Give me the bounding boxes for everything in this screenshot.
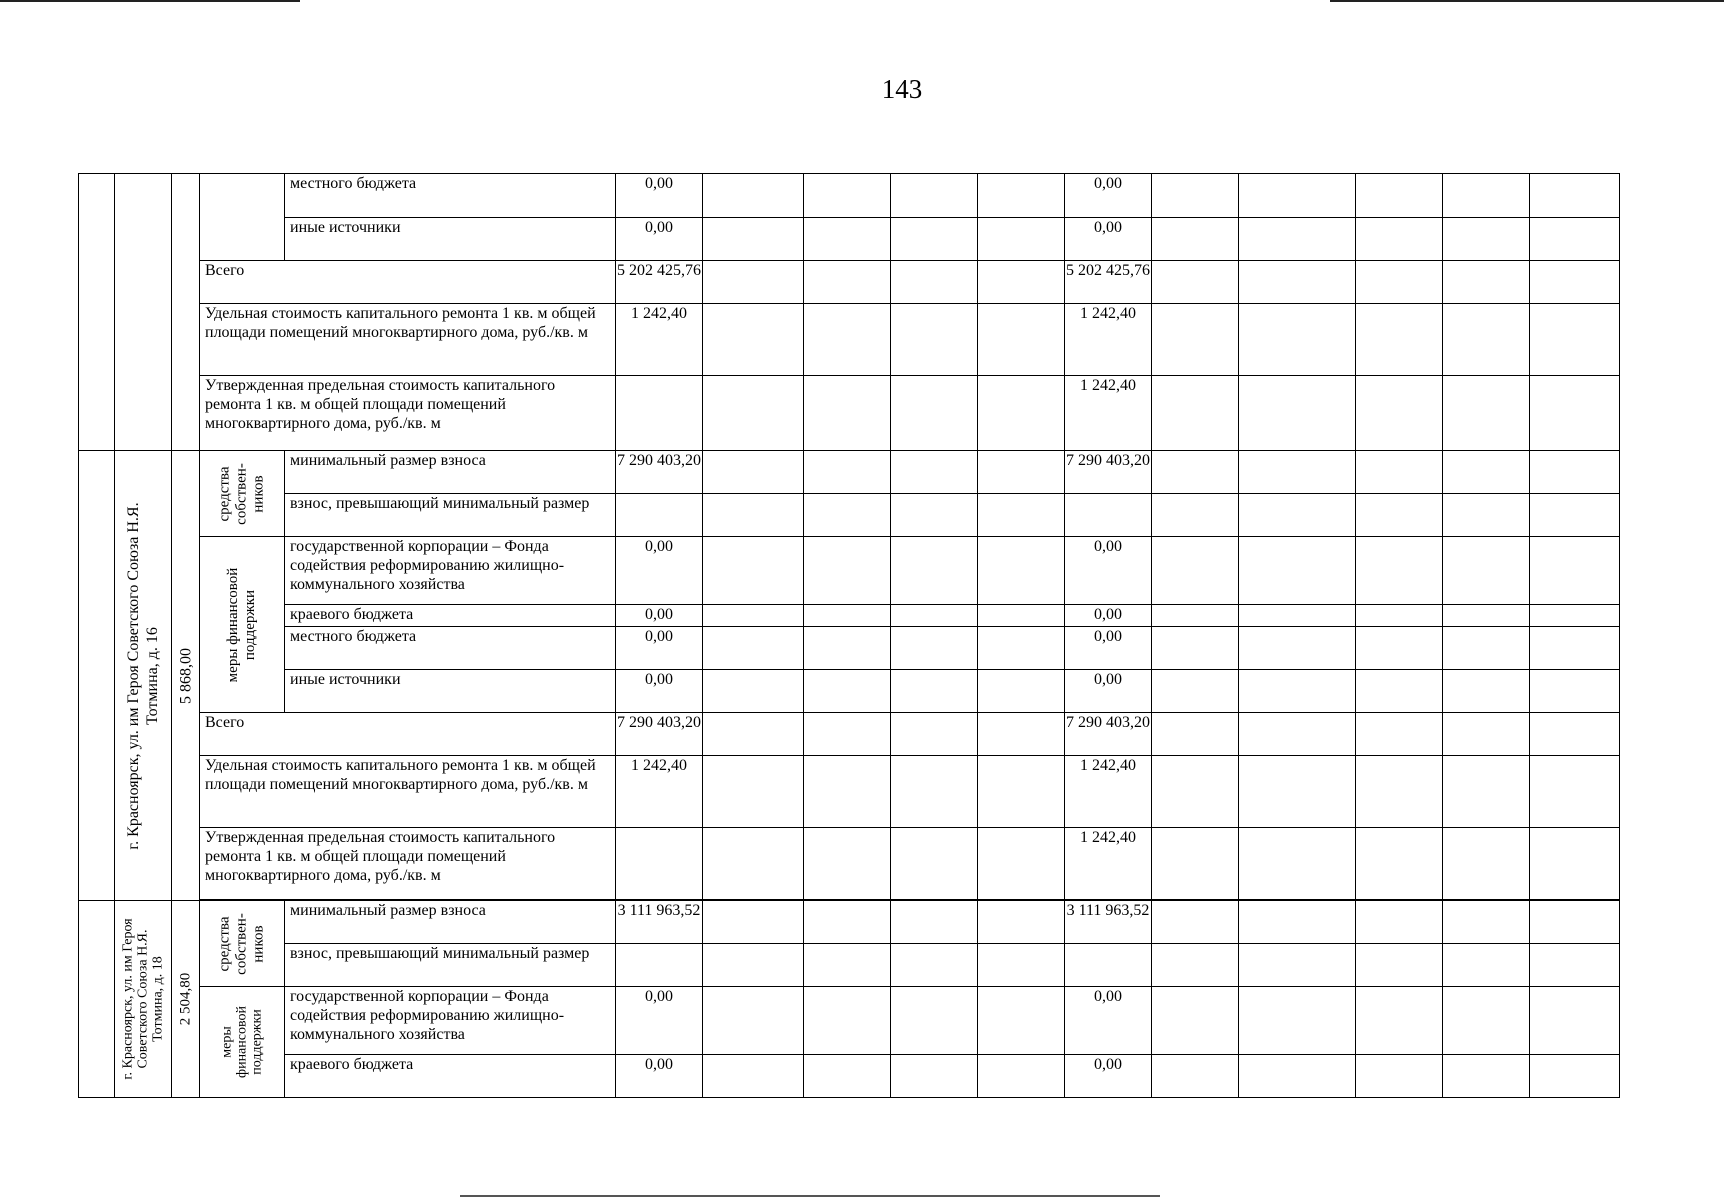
row-label: местного бюджета bbox=[285, 174, 616, 218]
value-cell: 5 202 425,76 bbox=[1065, 261, 1152, 304]
house16-col-a bbox=[79, 451, 115, 901]
value-cell: 7 290 403,20 bbox=[616, 451, 703, 494]
table-row bbox=[79, 944, 1620, 987]
value-cell: 0,00 bbox=[1065, 218, 1152, 261]
value-cell: 1 242,40 bbox=[1065, 304, 1152, 376]
value-cell: 0,00 bbox=[616, 605, 703, 627]
table-row bbox=[79, 537, 1620, 605]
row-label: местного бюджета bbox=[285, 627, 616, 670]
house18-support-group: меры финансовой поддержки bbox=[200, 987, 285, 1098]
value-cell: 0,00 bbox=[1065, 174, 1152, 218]
table-row bbox=[79, 828, 1620, 900]
table-row bbox=[79, 376, 1620, 451]
value-cell: 0,00 bbox=[616, 987, 703, 1055]
value-cell: 0,00 bbox=[616, 1055, 703, 1098]
value-cell: 5 202 425,76 bbox=[616, 261, 703, 304]
table-row bbox=[79, 494, 1620, 537]
table-row bbox=[79, 304, 1620, 376]
value-cell: 0,00 bbox=[616, 537, 703, 605]
value-cell: 1 242,40 bbox=[616, 304, 703, 376]
value-cell: 3 111 963,52 bbox=[616, 901, 703, 944]
scan-edge-top-right bbox=[1330, 0, 1724, 2]
scan-edge-top bbox=[0, 0, 300, 2]
table-row bbox=[79, 605, 1620, 627]
table-row bbox=[79, 218, 1620, 261]
row-label: государственной корпорации – Фонда содействия реформированию жилищно-коммунального хозяйства bbox=[285, 537, 616, 605]
value-cell: 7 290 403,20 bbox=[1065, 451, 1152, 494]
house18-owners-group: средства собствен- ников bbox=[200, 901, 285, 987]
table-row bbox=[79, 987, 1620, 1055]
row-label: Утвержденная предельная стоимость капитального ремонта 1 кв. м общей площади помещений многоквартирного дома, руб./кв. м bbox=[200, 828, 616, 900]
table-row bbox=[79, 670, 1620, 713]
row-label: государственной корпорации – Фонда содействия реформированию жилищно-коммунального хозяйства bbox=[285, 987, 616, 1055]
scan-edge-bottom bbox=[460, 1195, 1160, 1197]
table-row bbox=[79, 901, 1620, 944]
value-cell: 0,00 bbox=[1065, 627, 1152, 670]
row-label: Удельная стоимость капитального ремонта 1 кв. м общей площади помещений многоквартирного дома, руб./кв. м bbox=[200, 304, 616, 376]
house18-area: 2 504,80 bbox=[172, 901, 200, 1098]
house16-support-group: меры финансовой поддержки bbox=[200, 537, 285, 713]
value-cell: 0,00 bbox=[616, 670, 703, 713]
house16-address: г. Красноярск, ул. им Героя Советского Союза Н.Я. Тотмина, д. 16 bbox=[115, 451, 172, 901]
value-cell: 7 290 403,20 bbox=[1065, 713, 1152, 756]
row-label: краевого бюджета bbox=[285, 605, 616, 627]
house16-owners-group: средства собствен- ников bbox=[200, 451, 285, 537]
table-row bbox=[79, 713, 1620, 756]
value-cell: 0,00 bbox=[1065, 1055, 1152, 1098]
row-label: Всего bbox=[200, 261, 616, 304]
table-row bbox=[79, 1055, 1620, 1098]
row-label: минимальный размер взноса bbox=[285, 451, 616, 494]
value-cell: 0,00 bbox=[1065, 987, 1152, 1055]
house16-area: 5 868,00 bbox=[172, 451, 200, 901]
cont-area-cell bbox=[172, 174, 200, 451]
cont-group-cell bbox=[200, 174, 285, 261]
value-cell: 1 242,40 bbox=[1065, 828, 1152, 900]
cont-address-cell bbox=[115, 174, 172, 451]
row-label: Утвержденная предельная стоимость капитального ремонта 1 кв. м общей площади помещений многоквартирного дома, руб./кв. м bbox=[200, 376, 616, 451]
cont-col-a bbox=[79, 174, 115, 451]
row-label: Всего bbox=[200, 713, 616, 756]
row-label: иные источники bbox=[285, 670, 616, 713]
row-label: Удельная стоимость капитального ремонта 1 кв. м общей площади помещений многоквартирного дома, руб./кв. м bbox=[200, 756, 616, 828]
value-cell: 7 290 403,20 bbox=[616, 713, 703, 756]
table-row bbox=[79, 261, 1620, 304]
row-label: взнос, превышающий минимальный размер bbox=[285, 494, 616, 537]
capital-repair-table bbox=[78, 173, 1620, 1098]
row-label: минимальный размер взноса bbox=[285, 901, 616, 944]
table-row bbox=[79, 174, 1620, 218]
house18-address: г. Красноярск, ул. им Героя Советского Союза Н.Я. Тотмина, д. 18 bbox=[115, 901, 172, 1098]
value-cell: 0,00 bbox=[616, 174, 703, 218]
value-cell: 1 242,40 bbox=[616, 756, 703, 828]
value-cell: 1 242,40 bbox=[1065, 376, 1152, 451]
row-label: иные источники bbox=[285, 218, 616, 261]
table-row bbox=[79, 627, 1620, 670]
value-cell: 3 111 963,52 bbox=[1065, 901, 1152, 944]
table-row bbox=[79, 451, 1620, 494]
value-cell: 1 242,40 bbox=[1065, 756, 1152, 828]
row-label: краевого бюджета bbox=[285, 1055, 616, 1098]
house18-col-a bbox=[79, 901, 115, 1098]
row-label: взнос, превышающий минимальный размер bbox=[285, 944, 616, 987]
page-number: 143 bbox=[881, 74, 923, 104]
table-row bbox=[79, 756, 1620, 828]
value-cell: 0,00 bbox=[616, 218, 703, 261]
value-cell: 0,00 bbox=[616, 627, 703, 670]
value-cell: 0,00 bbox=[1065, 537, 1152, 605]
value-cell: 0,00 bbox=[1065, 670, 1152, 713]
value-cell: 0,00 bbox=[1065, 605, 1152, 627]
